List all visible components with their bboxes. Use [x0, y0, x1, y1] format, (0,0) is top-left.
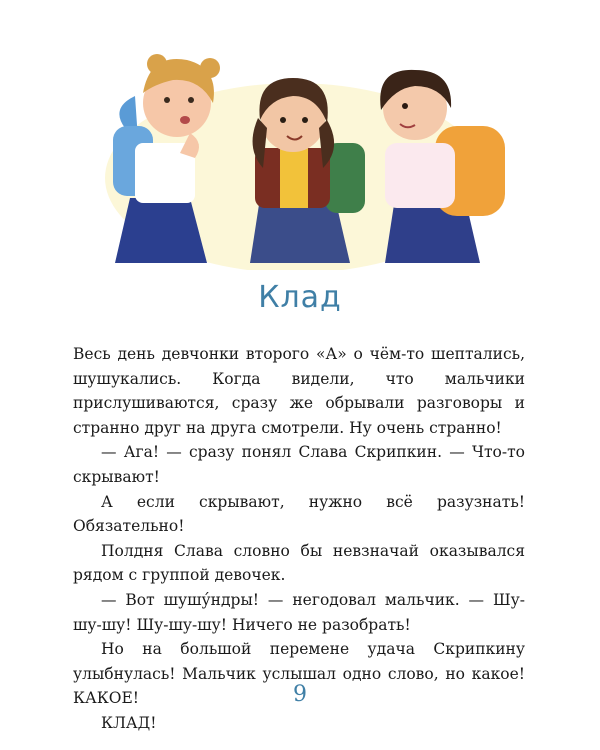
- paragraph: Но на большой перемене удача Скрипкину улыбнулась! Мальчик услышал одно слово, но какое! КАКОЕ!: [73, 640, 525, 708]
- page-number: 9: [293, 682, 307, 707]
- paragraph: Полдня Слава словно бы невзначай оказывался рядом с группой девочек.: [73, 541, 525, 585]
- paragraph: — Ага! — сразу понял Слава Скрипкин. — Что-то скрывают!: [73, 443, 525, 486]
- chapter-title: Клад: [258, 280, 342, 315]
- paragraph: — Вот шушу́ндры! — негодовал мальчик. — Шу-шу-шу! Шу-шу-шу! Ничего не разобрать!: [73, 590, 525, 634]
- story-text: [73, 342, 525, 736]
- paragraph: Весь день девчонки второго «А» о чём-то шептались, шушукались. Когда видели, что мальчики прислушиваются, сразу же обрывали разговоры и странно друг на друга смотрели. Ну очень странно!: [73, 345, 525, 437]
- right-girl-figure: [380, 70, 505, 263]
- schoolgirls-drawing: [95, 48, 515, 270]
- illustration-three-schoolgirls: [95, 48, 515, 270]
- paragraph: КЛАД!: [101, 713, 157, 732]
- paragraph: А если скрывают, нужно всё разузнать! Обязательно!: [73, 492, 525, 536]
